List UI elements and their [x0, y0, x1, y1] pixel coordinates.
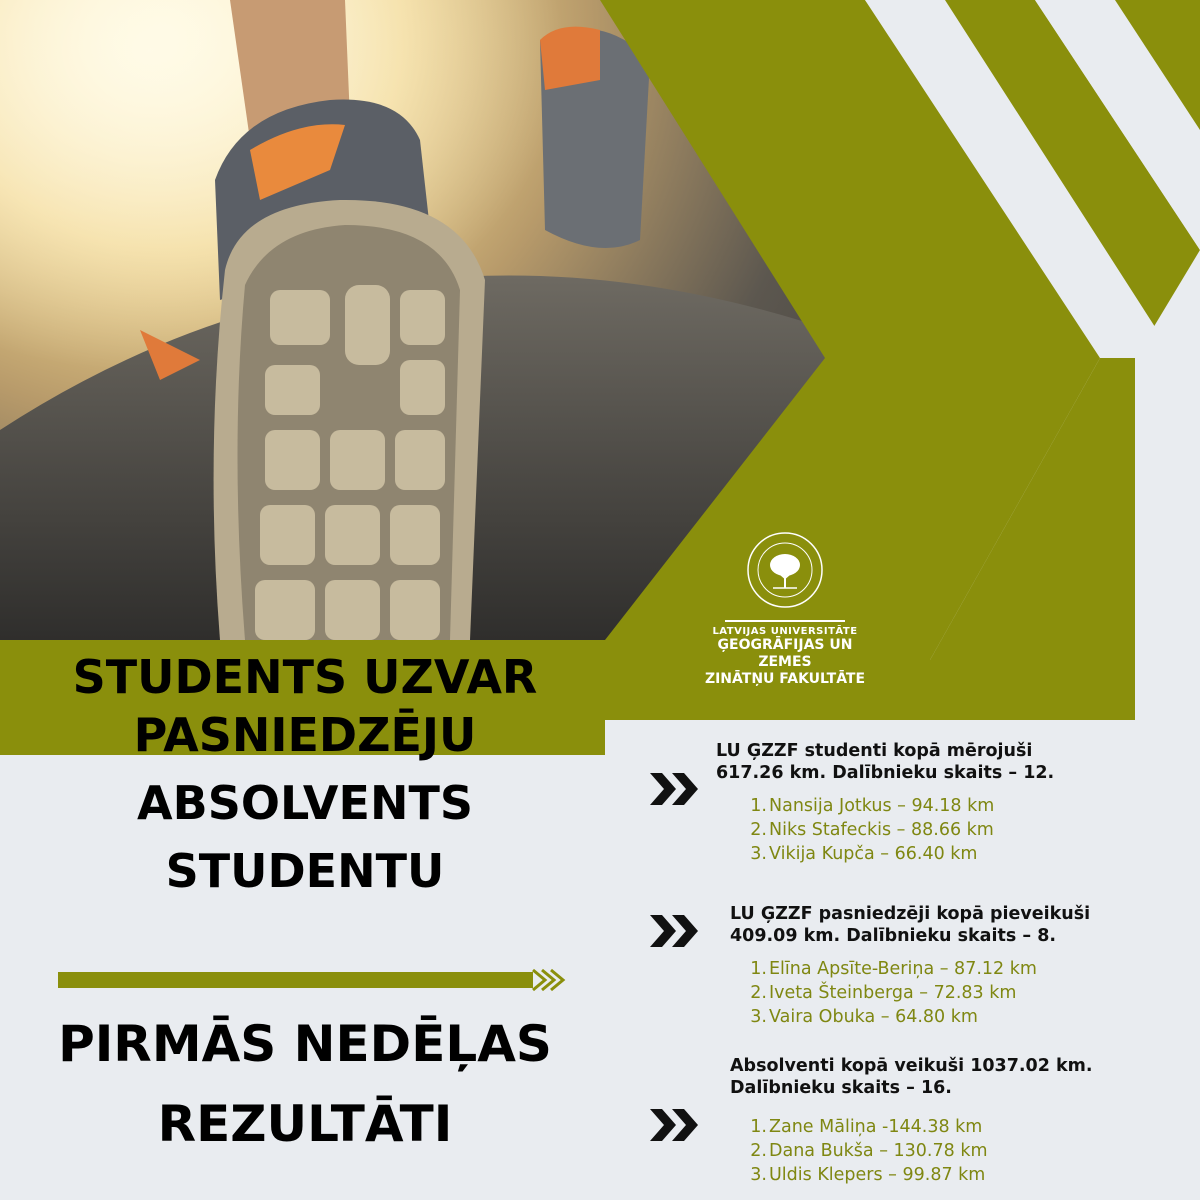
- headline-line: STUDENTS UZVAR: [72, 650, 538, 704]
- section-title-line: LU ĢZZF pasniedzēji kopā pieveikuši: [730, 904, 1091, 924]
- section-title-line: LU ĢZZF studenti kopā mērojuši: [716, 741, 1033, 761]
- section-title: [730, 1055, 1093, 1099]
- list-item: 1. Elīna Apsīte-Beriņa – 87.12 km: [750, 959, 1037, 979]
- double-chevron-icon: [650, 1107, 702, 1143]
- subheadline: [0, 1012, 610, 1156]
- logo-divider: [725, 620, 845, 622]
- faculty-name-line2: ZINĀTŅU FAKULTĀTE: [704, 671, 866, 687]
- faculty-name-line1: ĢEOGRĀFIJAS UN ZEMES: [717, 637, 853, 670]
- ranking-list: [745, 1115, 988, 1187]
- double-chevron-icon: [650, 771, 702, 807]
- section-title-line: 409.09 km. Dalībnieku skaits – 8.: [730, 926, 1057, 946]
- results-section-lecturers: [650, 903, 1190, 1043]
- university-logo: [700, 530, 870, 688]
- list-item: 3. Uldis Klepers – 99.87 km: [750, 1165, 986, 1185]
- list-item: 1. Nansija Jotkus – 94.18 km: [750, 796, 995, 816]
- ranking-list: [745, 957, 1037, 1029]
- section-title: [730, 903, 1090, 947]
- section-title-line: Absolventi kopā veikuši 1037.02 km.: [730, 1056, 1093, 1076]
- section-title-line: 617.26 km. Dalībnieku skaits – 12.: [716, 763, 1055, 783]
- list-item: 1. Zane Māliņa -144.38 km: [750, 1117, 983, 1137]
- headline: [0, 648, 610, 900]
- headline-line: STUDENTU: [165, 844, 445, 898]
- ranking-list: [745, 794, 994, 866]
- university-seal-icon: [745, 530, 825, 610]
- headline-line: PASNIEDZĒJU: [133, 708, 477, 762]
- results-section-students: [650, 738, 1190, 878]
- list-item: 2. Dana Bukša – 130.78 km: [750, 1141, 988, 1161]
- headline-line: ABSOLVENTS: [137, 776, 473, 830]
- subheadline-line: PIRMĀS NEDĒĻAS: [58, 1015, 552, 1073]
- list-item: 3. Vikija Kupča – 66.40 km: [750, 844, 978, 864]
- university-name: LATVIJAS UNIVERSITĀTE: [712, 626, 858, 637]
- list-item: 2. Niks Stafeckis – 88.66 km: [750, 820, 994, 840]
- double-chevron-icon: [650, 913, 702, 949]
- list-item: 2. Iveta Šteinberga – 72.83 km: [750, 983, 1017, 1003]
- list-item: 3. Vaira Obuka – 64.80 km: [750, 1007, 978, 1027]
- section-title: [716, 740, 1054, 784]
- arrow-divider: [58, 967, 568, 993]
- section-title-line: Dalībnieku skaits – 16.: [730, 1078, 952, 1098]
- results-section-graduates: [650, 1055, 1190, 1195]
- subheadline-line: REZULTĀTI: [157, 1095, 453, 1153]
